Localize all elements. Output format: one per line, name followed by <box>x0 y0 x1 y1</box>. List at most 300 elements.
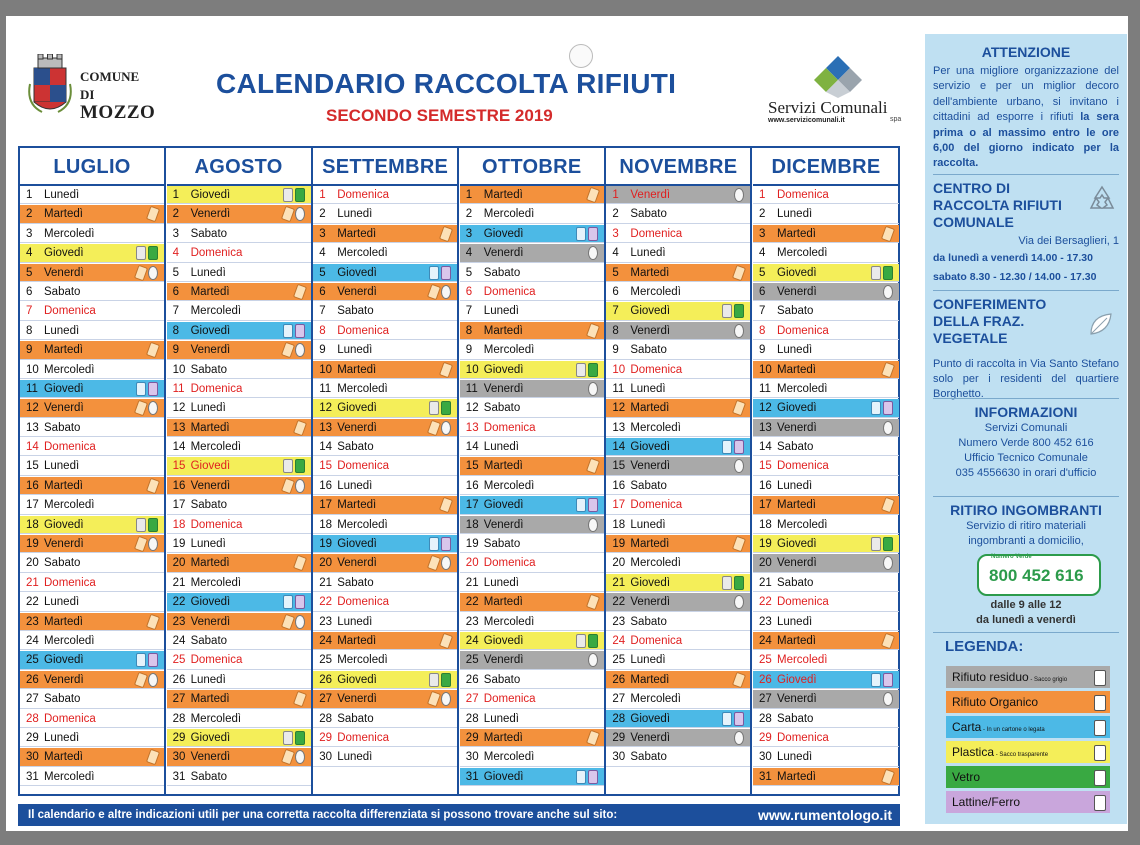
day-cell <box>313 671 457 689</box>
residual-bag-icon <box>883 285 893 299</box>
day-number: 15 <box>172 460 186 473</box>
day-cell <box>460 361 604 379</box>
organic-bag-icon <box>293 419 307 436</box>
weekday-name: Domenica <box>190 247 243 260</box>
day-number: 23 <box>26 615 39 628</box>
organic-bag-icon <box>293 555 307 572</box>
day-cell <box>167 671 311 689</box>
day-cell <box>753 651 899 669</box>
day-number: 2 <box>319 208 326 221</box>
weekday-name: Giovedì <box>483 363 524 376</box>
organic-bag-icon <box>732 400 746 417</box>
day-cell <box>606 302 750 320</box>
paper-icon <box>871 401 881 415</box>
weekday-name: Domenica <box>190 382 243 395</box>
collection-icons <box>883 770 893 784</box>
servizi-comunali-logo-icon <box>768 54 908 98</box>
collection-icons <box>136 518 158 532</box>
day-cell <box>753 264 899 282</box>
collection-icons <box>429 556 451 570</box>
day-cell <box>753 710 899 728</box>
day-cell <box>167 438 311 456</box>
organic-bag-icon <box>732 264 746 281</box>
day-number: 10 <box>319 363 332 376</box>
day-number: 14 <box>759 441 772 454</box>
weekday-name: Martedì <box>337 499 377 512</box>
day-number: 19 <box>319 538 332 551</box>
recycling-centre-hours-weekday: da lunedì a venerdì 14.00 - 17.30 <box>933 252 1093 264</box>
glass-bottle-icon <box>148 246 158 260</box>
weekday-name: Lunedì <box>190 402 226 415</box>
day-number: 28 <box>172 712 186 725</box>
weekday-name: Lunedì <box>630 518 666 531</box>
day-cell <box>167 477 311 495</box>
comune-name: MOZZO <box>80 102 156 123</box>
day-cell <box>167 283 311 301</box>
day-number: 8 <box>319 324 326 337</box>
day-number: 12 <box>612 402 626 415</box>
day-number: 17 <box>612 499 626 512</box>
weekday-name: Sabato <box>777 712 814 725</box>
day-number: 30 <box>465 751 479 764</box>
day-number: 14 <box>172 441 186 454</box>
weekday-name: Mercoledì <box>630 421 681 434</box>
day-cell <box>167 632 311 650</box>
day-number: 23 <box>759 615 772 628</box>
residual-bag-icon <box>295 615 305 629</box>
day-number: 28 <box>319 712 332 725</box>
day-number: 14 <box>319 441 332 454</box>
weekday-name: Domenica <box>483 421 536 434</box>
day-cell <box>313 225 457 243</box>
weekday-name: Mercoledì <box>190 712 242 725</box>
day-number: 29 <box>759 731 772 744</box>
weekday-name: Giovedì <box>483 499 524 512</box>
collection-icons <box>588 731 598 745</box>
day-cell <box>20 264 164 282</box>
day-number: 29 <box>26 731 39 744</box>
weekday-name: Domenica <box>630 363 683 376</box>
toll-free-label: Numero Verde <box>991 554 1032 560</box>
day-number: 1 <box>759 189 766 201</box>
bulky-pickup-days: da lunedì a venerdì <box>976 614 1076 626</box>
weekday-name: Venerdì <box>777 285 817 298</box>
weekday-name: Martedì <box>190 421 230 434</box>
weekday-name: Giovedì <box>630 305 671 318</box>
day-cell <box>606 322 750 340</box>
collection-icons <box>883 692 893 706</box>
weekday-name: Venerdì <box>190 751 231 764</box>
paper-icon <box>283 324 293 338</box>
collection-icons <box>734 731 744 745</box>
day-cell <box>313 399 457 417</box>
day-cell <box>20 225 164 243</box>
weekday-name: Giovedì <box>337 538 377 551</box>
residual-bag-icon <box>441 421 451 435</box>
weekday-name: Sabato <box>337 305 374 318</box>
weekday-name: Martedì <box>777 499 816 512</box>
toll-free-badge[interactable] <box>977 554 1101 596</box>
day-number: 5 <box>172 266 179 279</box>
day-number: 6 <box>319 285 326 298</box>
day-cell <box>753 225 899 243</box>
can-icon <box>148 653 158 667</box>
paper-icon <box>136 382 146 396</box>
day-number: 7 <box>465 305 473 318</box>
weekday-name: Domenica <box>483 557 536 570</box>
day-cell <box>313 244 457 262</box>
leaf-icon <box>1087 310 1115 338</box>
day-cell <box>753 302 899 320</box>
collection-icons <box>871 401 893 415</box>
calendar-grid <box>18 146 900 796</box>
weekday-name: Sabato <box>630 615 667 628</box>
organic-bag-icon <box>134 671 148 688</box>
organic-bag-icon <box>146 478 160 495</box>
collection-icons <box>871 266 893 280</box>
organic-bag-icon <box>281 342 295 359</box>
collection-icons <box>871 673 893 687</box>
carta-icon <box>1094 720 1106 736</box>
weekday-name: Venerdì <box>44 538 84 551</box>
day-cell <box>167 748 311 766</box>
footer-text: Il calendario e altre indicazioni utili per una corretta raccolta differenziata si possono trovare anche sul sito: <box>28 809 618 821</box>
bulky-pickup-hours: dalle 9 alle 12 <box>990 599 1062 611</box>
collection-icons <box>283 324 305 338</box>
collection-icons <box>883 634 893 648</box>
comune-label: COMUNE DI <box>80 69 140 102</box>
page-subtitle: SECONDO SEMESTRE 2019 <box>326 106 553 125</box>
organic-bag-icon <box>281 206 295 223</box>
weekday-name: Sabato <box>44 557 81 570</box>
day-cell <box>606 419 750 437</box>
day-number: 27 <box>319 693 332 706</box>
organic-bag-icon <box>881 225 895 242</box>
weekday-name: Mercoledì <box>337 247 388 260</box>
can-icon <box>588 498 598 512</box>
collection-icons <box>136 266 158 280</box>
residual-bag-icon <box>734 324 744 338</box>
glass-bottle-icon <box>588 363 598 377</box>
day-number: 10 <box>26 363 39 376</box>
day-cell <box>20 341 164 359</box>
collection-icons <box>734 673 744 687</box>
month-header: DICEMBRE <box>753 148 899 186</box>
weekday-name: Giovedì <box>44 382 84 395</box>
paper-icon <box>283 595 293 609</box>
weekday-name: Martedì <box>44 615 83 628</box>
footer-url-link[interactable]: www.rumentologo.it <box>757 807 892 823</box>
weekday-name: Sabato <box>337 576 374 589</box>
glass-bottle-icon <box>295 731 305 745</box>
day-number: 30 <box>319 751 332 764</box>
weekday-name: Mercoledì <box>44 499 95 512</box>
day-cell <box>606 593 750 611</box>
organic-bag-icon <box>134 536 148 553</box>
collection-icons <box>283 595 305 609</box>
day-number: 12 <box>759 402 772 415</box>
weekday-name: Sabato <box>777 305 814 318</box>
residual-bag-icon <box>295 750 305 764</box>
weekday-name: Venerdì <box>44 673 84 686</box>
recycling-centre-address: Via dei Bersaglieri, 1 <box>1018 235 1119 247</box>
weekday-name: Giovedì <box>190 189 231 201</box>
residual-bag-icon <box>588 653 598 667</box>
weekday-name: Martedì <box>337 227 377 240</box>
collection-icons <box>295 692 305 706</box>
day-number: 25 <box>465 654 479 667</box>
weekday-name: Mercoledì <box>483 751 535 764</box>
coat-of-arms-icon <box>28 54 72 118</box>
day-cell <box>460 710 604 728</box>
weekday-name: Venerdì <box>44 266 84 279</box>
plastica-icon <box>1094 745 1106 761</box>
day-number: 11 <box>319 382 332 395</box>
day-number: 6 <box>172 285 179 298</box>
day-cell <box>313 632 457 650</box>
day-number: 23 <box>172 615 186 628</box>
day-cell <box>313 748 457 766</box>
plastic-bottle-icon <box>871 537 881 551</box>
day-cell <box>606 399 750 417</box>
collection-icons <box>871 537 893 551</box>
weekday-name: Sabato <box>777 576 814 589</box>
recycle-icon <box>1087 184 1117 214</box>
legend-title: LEGENDA: <box>945 638 1024 655</box>
day-number: 11 <box>172 382 185 395</box>
collection-icons <box>283 615 305 629</box>
weekday-name: Domenica <box>44 576 96 589</box>
day-number: 12 <box>465 402 479 415</box>
residuo-icon <box>1094 670 1106 686</box>
day-number: 11 <box>612 382 625 395</box>
weekday-name: Domenica <box>337 460 389 473</box>
day-number: 7 <box>759 305 766 318</box>
weekday-name: Venerdì <box>190 615 231 628</box>
day-cell <box>460 380 604 398</box>
weekday-name: Venerdì <box>630 731 671 744</box>
day-cell <box>20 632 164 650</box>
day-cell <box>313 419 457 437</box>
day-number: 9 <box>172 344 179 357</box>
day-cell <box>460 690 604 708</box>
weekday-name: Sabato <box>44 421 81 434</box>
info-line-provider: Servizi Comunali <box>984 422 1068 434</box>
day-number: 3 <box>319 227 326 240</box>
day-number: 25 <box>319 654 332 667</box>
glass-bottle-icon <box>148 518 158 532</box>
day-number: 1 <box>612 189 619 201</box>
collection-icons <box>883 498 893 512</box>
collection-icons <box>136 401 158 415</box>
day-cell <box>753 380 899 398</box>
weekday-name: Giovedì <box>190 460 231 473</box>
day-cell <box>460 651 604 669</box>
paper-icon <box>576 498 586 512</box>
collection-icons <box>148 479 158 493</box>
day-number: 7 <box>612 305 619 318</box>
weekday-name: Domenica <box>337 731 389 744</box>
day-cell <box>606 186 750 204</box>
organic-bag-icon <box>586 730 600 747</box>
month-column-agosto <box>167 148 313 794</box>
weekday-name: Mercoledì <box>483 344 535 357</box>
collection-icons <box>588 459 598 473</box>
day-cell <box>753 690 899 708</box>
weekday-name: Martedì <box>483 731 523 744</box>
day-cell <box>753 438 899 456</box>
weekday-name: Venerdì <box>630 189 671 201</box>
can-icon <box>148 382 158 396</box>
month-header: OTTOBRE <box>460 148 604 186</box>
collection-icons <box>588 518 598 532</box>
day-number: 20 <box>172 557 186 570</box>
legend-item-carta <box>946 716 1110 738</box>
day-cell <box>20 322 164 340</box>
organic-bag-icon <box>586 187 600 204</box>
collection-icons <box>883 556 893 570</box>
day-cell <box>606 341 750 359</box>
weekday-name: Martedì <box>190 285 230 298</box>
organic-bag-icon <box>881 361 895 378</box>
day-number: 24 <box>465 634 479 647</box>
weekday-name: Lunedì <box>777 751 813 764</box>
day-number: 1 <box>319 189 326 201</box>
weekday-name: Giovedì <box>483 634 524 647</box>
day-number: 20 <box>465 557 479 570</box>
day-cell <box>460 205 604 223</box>
day-number: 15 <box>26 460 39 473</box>
collection-icons <box>883 285 893 299</box>
paper-icon <box>722 712 732 726</box>
month-column-settembre <box>313 148 459 794</box>
day-cell <box>20 496 164 514</box>
weekday-name: Sabato <box>630 751 667 764</box>
weekday-name: Sabato <box>777 441 814 454</box>
day-number: 16 <box>319 479 332 492</box>
collection-icons <box>734 459 744 473</box>
organic-bag-icon <box>134 400 148 417</box>
organic-bag-icon <box>586 594 600 611</box>
day-number: 7 <box>319 305 326 318</box>
day-number: 18 <box>172 518 186 531</box>
weekday-name: Mercoledì <box>777 382 828 395</box>
weekday-name: Venerdì <box>483 654 524 667</box>
plastic-bottle-icon <box>136 518 146 532</box>
weekday-name: Martedì <box>190 693 230 706</box>
day-cell <box>313 283 457 301</box>
weekday-name: Martedì <box>777 363 816 376</box>
weekday-name: Lunedì <box>44 731 80 744</box>
calendar-sheet <box>6 16 1128 831</box>
month-column-dicembre <box>753 148 899 794</box>
day-number: 20 <box>612 557 626 570</box>
hanging-hole <box>569 44 593 68</box>
day-number: 21 <box>612 576 626 589</box>
day-cell <box>753 671 899 689</box>
day-cell <box>167 651 311 669</box>
organic-bag-icon <box>281 749 295 766</box>
day-number: 27 <box>465 693 479 706</box>
day-cell <box>313 535 457 553</box>
collection-icons <box>283 731 305 745</box>
day-cell <box>753 186 899 204</box>
day-cell <box>606 748 750 766</box>
weekday-name: Lunedì <box>44 189 80 201</box>
collection-icons <box>576 363 598 377</box>
day-cell <box>20 690 164 708</box>
residual-bag-icon <box>295 207 305 221</box>
weekday-name: Martedì <box>630 402 670 415</box>
can-icon <box>295 324 305 338</box>
day-cell <box>167 341 311 359</box>
weekday-name: Martedì <box>777 770 816 783</box>
organic-bag-icon <box>439 361 453 378</box>
day-number: 8 <box>759 324 766 337</box>
weekday-name: Mercoledì <box>44 363 95 376</box>
day-number: 12 <box>172 402 186 415</box>
weekday-name: Mercoledì <box>337 382 388 395</box>
collection-icons <box>588 382 598 396</box>
day-cell <box>606 496 750 514</box>
day-cell <box>313 457 457 475</box>
day-number: 18 <box>319 518 332 531</box>
day-number: 4 <box>319 247 326 260</box>
day-number: 20 <box>759 557 772 570</box>
day-cell <box>460 554 604 572</box>
organic-bag-icon <box>146 206 160 223</box>
weekday-name: Lunedì <box>337 208 373 221</box>
day-number: 24 <box>26 634 39 647</box>
day-number: 18 <box>465 518 479 531</box>
collection-icons <box>295 556 305 570</box>
day-number: 16 <box>26 479 39 492</box>
day-number: 21 <box>26 576 39 589</box>
day-cell <box>460 748 604 766</box>
collection-icons <box>429 673 451 687</box>
day-cell <box>313 264 457 282</box>
day-cell <box>313 380 457 398</box>
day-number: 14 <box>465 441 479 454</box>
day-number: 22 <box>465 596 479 609</box>
weekday-name: Sabato <box>190 499 228 512</box>
can-icon <box>734 712 744 726</box>
day-cell <box>167 690 311 708</box>
day-number: 15 <box>465 460 479 473</box>
day-number: 9 <box>759 344 766 357</box>
legend-note: - Sacco grigio <box>1028 677 1068 683</box>
day-cell <box>606 574 750 592</box>
weekday-name: Venerdì <box>190 208 231 221</box>
day-number: 2 <box>465 208 473 221</box>
day-number: 26 <box>172 673 186 686</box>
weekday-name: Mercoledì <box>777 518 828 531</box>
day-cell <box>460 574 604 592</box>
day-cell <box>753 768 899 786</box>
can-icon <box>441 266 451 280</box>
day-number: 30 <box>759 751 772 764</box>
collection-icons <box>576 227 598 241</box>
weekday-name: Sabato <box>630 208 667 221</box>
weekday-name: Domenica <box>44 305 96 318</box>
residual-bag-icon <box>883 421 893 435</box>
day-cell <box>167 205 311 223</box>
weekday-name: Domenica <box>777 189 829 201</box>
collection-icons <box>734 188 744 202</box>
vetro-icon <box>1094 770 1106 786</box>
day-number: 22 <box>319 596 332 609</box>
weekday-name: Domenica <box>337 189 389 201</box>
